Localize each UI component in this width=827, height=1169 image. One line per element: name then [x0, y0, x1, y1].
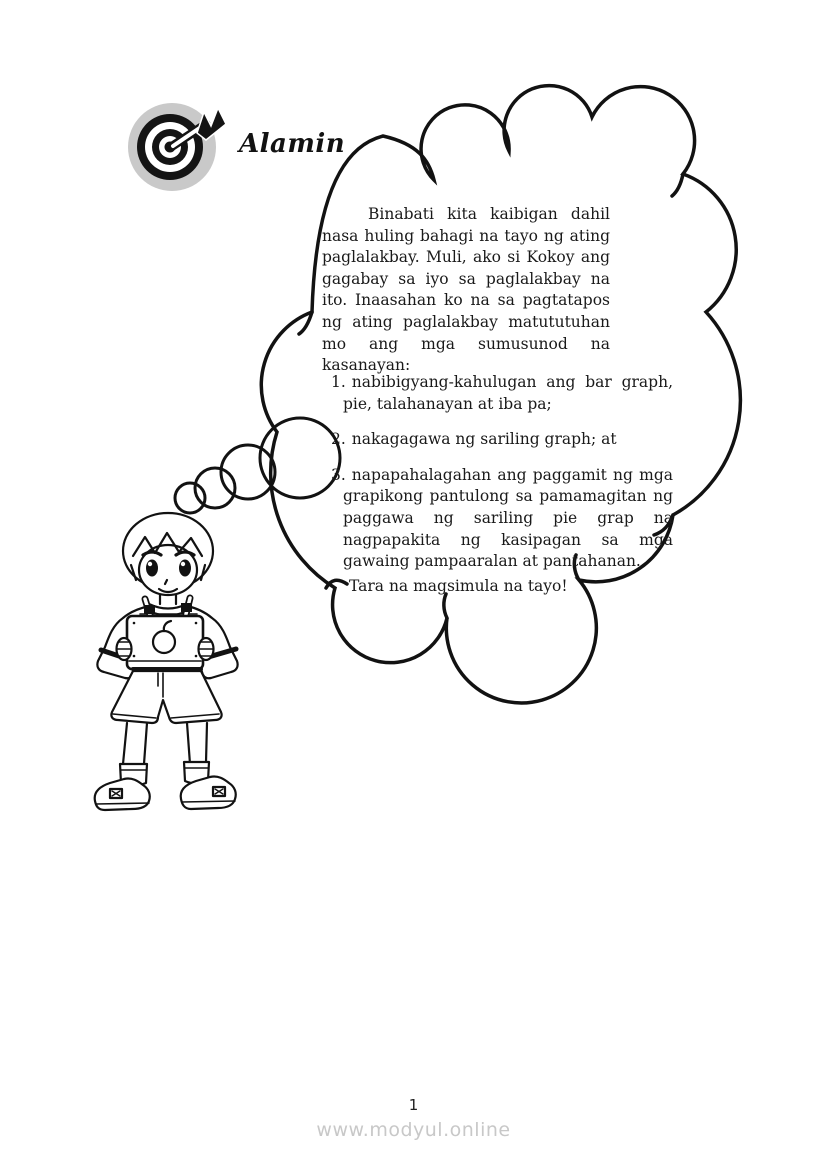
objective-number: 1. [331, 373, 346, 391]
objective-number: 2. [331, 430, 346, 449]
objective-text: napapahalagahan ang paggamit ng mga grapikong pantulong sa pamamagitan ng paggawa ng sariling pie grap na nagpapakita ng kasipagan sa mga gawaing pampaaralan at pantahanan. [343, 465, 673, 571]
objective-item-1 [331, 372, 673, 415]
objective-number: 3. [331, 465, 346, 484]
target-dartboard-icon [128, 103, 226, 191]
objectives-list [331, 372, 673, 587]
watermark: www.modyul.online [316, 1119, 511, 1141]
objective-item-3 [331, 465, 673, 573]
closing-line: Tara na magsimula na tayo! [349, 577, 568, 595]
bubble-intro-paragraph: Binabati kita kaibigan dahil nasa huling bahagi na tayo ng ating paglalakbay. Muli, ako si Kokoy ang gagabay sa iyo sa paglalakbay na ito. Inaasahan ko na sa pagtatapos ng ating paglalakbay matututuhan mo ang mga sumusunod na kasanayan: [322, 205, 610, 375]
objective-item-2 [331, 429, 673, 451]
page-number: 1 [408, 1096, 419, 1114]
objective-text: nabibigyang-kahulugan ang bar graph, pie, talahanayan at iba pa; [343, 373, 673, 413]
objective-text: nakagagawa ng sariling graph; at [351, 430, 617, 449]
page-title: Alamin [239, 129, 346, 159]
boy-character-illustration [95, 513, 238, 810]
